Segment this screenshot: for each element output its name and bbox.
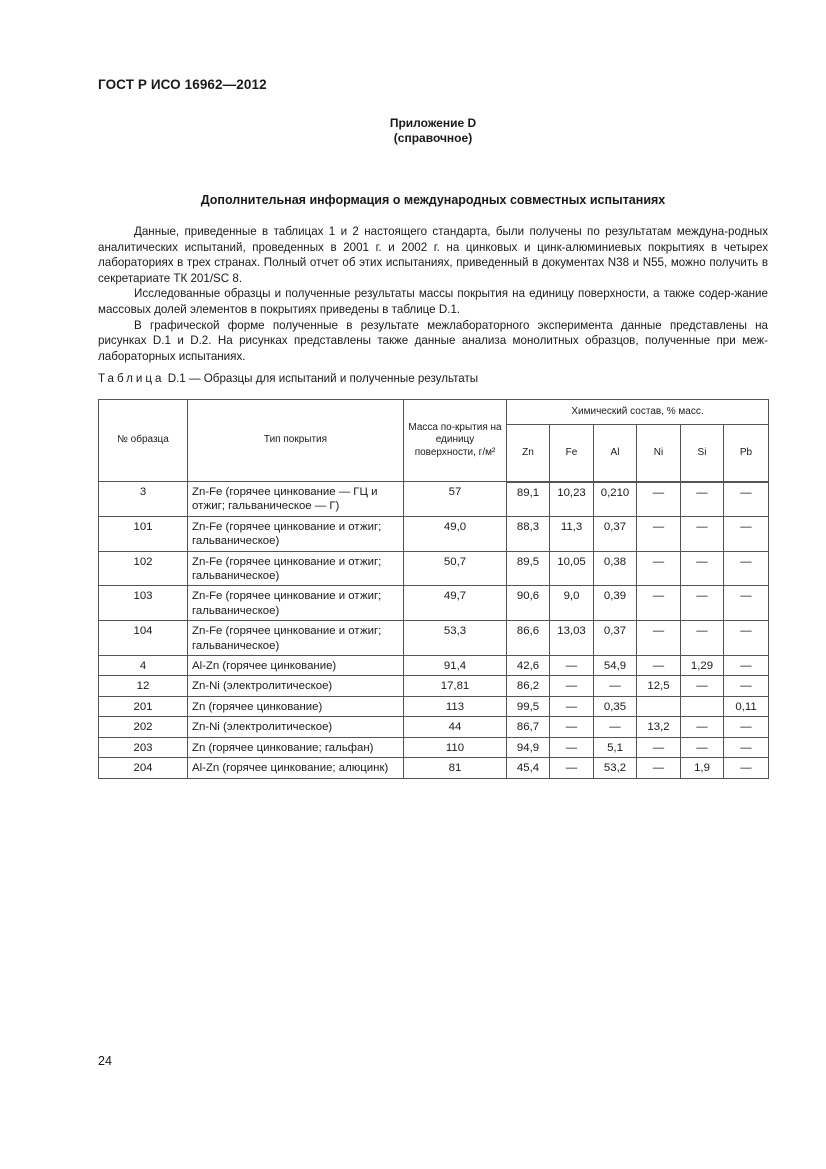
cell-pb: — bbox=[724, 482, 769, 517]
cell-zn: 86,6 bbox=[507, 621, 550, 656]
cell-sample-no: 201 bbox=[99, 696, 188, 716]
header-al: Al bbox=[594, 425, 637, 482]
appendix-subtitle: (справочное) bbox=[393, 131, 473, 145]
cell-pb: — bbox=[724, 586, 769, 621]
cell-si: — bbox=[681, 717, 724, 737]
cell-pb: — bbox=[724, 621, 769, 656]
cell-pb: — bbox=[724, 717, 769, 737]
cell-fe: 10,05 bbox=[550, 551, 594, 586]
cell-zn: 88,3 bbox=[507, 516, 550, 551]
cell-mass: 53,3 bbox=[404, 621, 507, 656]
header-pb: Pb bbox=[724, 425, 769, 482]
cell-si: — bbox=[681, 621, 724, 656]
table-caption-text: D.1 — Образцы для испытаний и полученные результаты bbox=[167, 372, 479, 385]
cell-al: 0,37 bbox=[594, 621, 637, 656]
cell-ni bbox=[637, 696, 681, 716]
cell-ni: — bbox=[637, 737, 681, 757]
cell-ni: — bbox=[637, 656, 681, 676]
cell-coating-type: Zn (горячее цинкование; гальфан) bbox=[188, 737, 404, 757]
cell-zn: 90,6 bbox=[507, 586, 550, 621]
cell-coating-type: Zn-Fe (горячее цинкование и отжиг; гальваническое) bbox=[188, 551, 404, 586]
cell-mass: 91,4 bbox=[404, 656, 507, 676]
cell-mass: 44 bbox=[404, 717, 507, 737]
cell-fe: 10,23 bbox=[550, 482, 594, 517]
cell-al: — bbox=[594, 717, 637, 737]
cell-fe: — bbox=[550, 717, 594, 737]
table-row bbox=[99, 717, 769, 737]
cell-si: — bbox=[681, 551, 724, 586]
page-number: 24 bbox=[98, 1054, 112, 1068]
table-row bbox=[99, 551, 769, 586]
cell-fe: — bbox=[550, 676, 594, 696]
cell-sample-no: 103 bbox=[99, 586, 188, 621]
cell-ni: — bbox=[637, 586, 681, 621]
cell-pb: — bbox=[724, 516, 769, 551]
appendix-title: Приложение D bbox=[389, 116, 477, 130]
cell-coating-type: Zn-Ni (электролитическое) bbox=[188, 717, 404, 737]
table-row bbox=[99, 656, 769, 676]
cell-sample-no: 101 bbox=[99, 516, 188, 551]
header-sample-no: № образца bbox=[99, 400, 188, 482]
document-code: ГОСТ Р ИСО 16962—2012 bbox=[98, 77, 267, 92]
cell-ni: 12,5 bbox=[637, 676, 681, 696]
cell-si: — bbox=[681, 737, 724, 757]
cell-al: 0,38 bbox=[594, 551, 637, 586]
cell-sample-no: 12 bbox=[99, 676, 188, 696]
cell-si: — bbox=[681, 516, 724, 551]
cell-si: — bbox=[681, 482, 724, 517]
cell-al: 54,9 bbox=[594, 656, 637, 676]
cell-fe: — bbox=[550, 737, 594, 757]
cell-mass: 49,0 bbox=[404, 516, 507, 551]
cell-coating-type: Zn-Fe (горячее цинкование и отжиг; гальваническое) bbox=[188, 586, 404, 621]
cell-al: 0,210 bbox=[594, 482, 637, 517]
cell-si: — bbox=[681, 586, 724, 621]
cell-fe: — bbox=[550, 656, 594, 676]
paragraph: В графической форме полученные в результате межлабораторного эксперимента данные представлены на рисунках D.1 и D.2. На рисунках представлены также данные анализа монолитных образцов, полученные при меж-лабораторных испытаниях. bbox=[98, 318, 768, 363]
samples-table bbox=[98, 399, 769, 779]
table-row bbox=[99, 621, 769, 656]
table-caption-label: Таблица bbox=[98, 372, 165, 385]
table-row bbox=[99, 516, 769, 551]
table-row bbox=[99, 676, 769, 696]
cell-sample-no: 202 bbox=[99, 717, 188, 737]
cell-pb: — bbox=[724, 551, 769, 586]
cell-zn: 89,1 bbox=[507, 482, 550, 517]
cell-coating-type: Al-Zn (горячее цинкование) bbox=[188, 656, 404, 676]
cell-zn: 89,5 bbox=[507, 551, 550, 586]
cell-ni: — bbox=[637, 551, 681, 586]
cell-si bbox=[681, 696, 724, 716]
table-row bbox=[99, 482, 769, 517]
cell-si: — bbox=[681, 676, 724, 696]
cell-al: 0,39 bbox=[594, 586, 637, 621]
cell-zn: 94,9 bbox=[507, 737, 550, 757]
cell-pb: — bbox=[724, 656, 769, 676]
cell-zn: 45,4 bbox=[507, 758, 550, 778]
cell-sample-no: 204 bbox=[99, 758, 188, 778]
cell-mass: 17,81 bbox=[404, 676, 507, 696]
cell-pb: — bbox=[724, 676, 769, 696]
cell-fe: 13,03 bbox=[550, 621, 594, 656]
cell-ni: — bbox=[637, 516, 681, 551]
table-row bbox=[99, 758, 769, 778]
cell-zn: 86,7 bbox=[507, 717, 550, 737]
header-fe: Fe bbox=[550, 425, 594, 482]
cell-mass: 81 bbox=[404, 758, 507, 778]
cell-mass: 50,7 bbox=[404, 551, 507, 586]
cell-zn: 42,6 bbox=[507, 656, 550, 676]
section-title: Дополнительная информация о международных совместных испытаниях bbox=[200, 193, 666, 207]
cell-mass: 57 bbox=[404, 482, 507, 517]
table-row bbox=[99, 737, 769, 757]
cell-pb: 0,11 bbox=[724, 696, 769, 716]
header-chemical-composition: Химический состав, % масс. bbox=[507, 400, 769, 425]
cell-fe: — bbox=[550, 758, 594, 778]
cell-sample-no: 4 bbox=[99, 656, 188, 676]
cell-zn: 86,2 bbox=[507, 676, 550, 696]
cell-mass: 113 bbox=[404, 696, 507, 716]
cell-al: — bbox=[594, 676, 637, 696]
cell-mass: 110 bbox=[404, 737, 507, 757]
cell-fe: 9,0 bbox=[550, 586, 594, 621]
cell-al: 0,35 bbox=[594, 696, 637, 716]
cell-coating-type: Zn (горячее цинкование) bbox=[188, 696, 404, 716]
cell-si: 1,9 bbox=[681, 758, 724, 778]
cell-al: 53,2 bbox=[594, 758, 637, 778]
cell-al: 5,1 bbox=[594, 737, 637, 757]
table-caption bbox=[98, 372, 478, 385]
header-zn: Zn bbox=[507, 425, 550, 482]
table-row bbox=[99, 696, 769, 716]
paragraph: Исследованные образцы и полученные результаты массы покрытия на единицу поверхности, а также содер-жание массовых долей элементов в покрытиях приведены в таблице D.1. bbox=[98, 287, 768, 316]
header-ni: Ni bbox=[637, 425, 681, 482]
cell-sample-no: 203 bbox=[99, 737, 188, 757]
header-si: Si bbox=[681, 425, 724, 482]
cell-coating-type: Zn-Fe (горячее цинкование и отжиг; гальваническое) bbox=[188, 516, 404, 551]
paragraph: Данные, приведенные в таблицах 1 и 2 настоящего стандарта, были получены по результатам междуна-родных аналитических испытаний, проведенных в 2001 г. и 2002 г. на цинковых и цинк-алюминиевых покрытиях в четырех лабораториях в трех странах. Полный отчет об этих испытаниях, приведенный в документах N38 и N55, можно получить в секретариате ТК 201/SC 8. bbox=[98, 225, 768, 285]
cell-mass: 49,7 bbox=[404, 586, 507, 621]
cell-coating-type: Zn-Ni (электролитическое) bbox=[188, 676, 404, 696]
cell-coating-type: Al-Zn (горячее цинкование; алюцинк) bbox=[188, 758, 404, 778]
cell-fe: 11,3 bbox=[550, 516, 594, 551]
cell-coating-type: Zn-Fe (горячее цинкование — ГЦ и отжиг; гальваническое — Г) bbox=[188, 482, 404, 517]
cell-fe: — bbox=[550, 696, 594, 716]
cell-ni: — bbox=[637, 482, 681, 517]
body-text bbox=[98, 224, 768, 364]
cell-si: 1,29 bbox=[681, 656, 724, 676]
cell-sample-no: 3 bbox=[99, 482, 188, 517]
header-coating-type: Тип покрытия bbox=[188, 400, 404, 482]
cell-coating-type: Zn-Fe (горячее цинкование и отжиг; гальваническое) bbox=[188, 621, 404, 656]
cell-pb: — bbox=[724, 758, 769, 778]
appendix-heading bbox=[0, 116, 826, 146]
table-row bbox=[99, 586, 769, 621]
cell-sample-no: 104 bbox=[99, 621, 188, 656]
cell-ni: 13,2 bbox=[637, 717, 681, 737]
cell-ni: — bbox=[637, 758, 681, 778]
cell-al: 0,37 bbox=[594, 516, 637, 551]
header-mass: Масса по-крытия на единицу поверхности, г/м² bbox=[404, 400, 507, 482]
cell-sample-no: 102 bbox=[99, 551, 188, 586]
cell-zn: 99,5 bbox=[507, 696, 550, 716]
cell-ni: — bbox=[637, 621, 681, 656]
cell-pb: — bbox=[724, 737, 769, 757]
